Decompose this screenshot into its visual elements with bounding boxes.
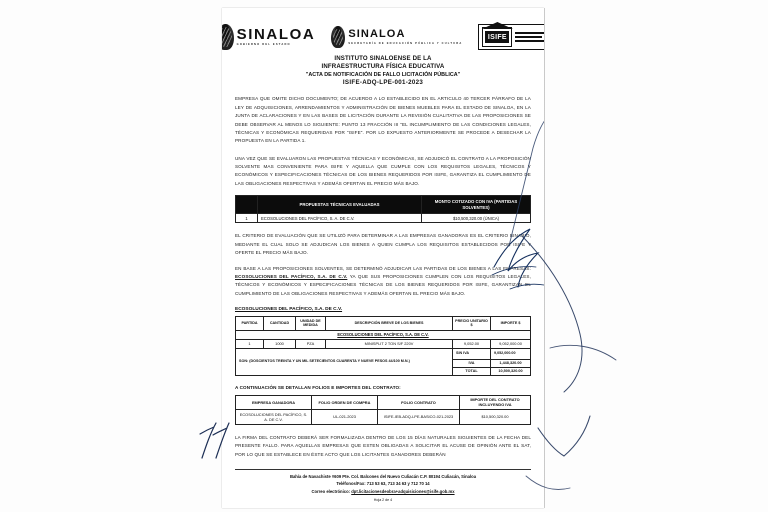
cell-amount: $10,500,320.00 (ÚNICA)	[422, 214, 531, 223]
totals-row	[236, 348, 531, 359]
total-label: TOTAL	[453, 367, 491, 375]
tender-reference: ISIFE-ADQ-LPE-001-2023	[342, 79, 424, 87]
institute-line-1: INSTITUTO SINALOENSE DE LA	[334, 55, 432, 62]
footer-address: Bahía de Navachiste #609 Pte. Col. Balcones del Nuevo Culiacán C.P. 80194 Culiacán, Sinaloa	[289, 474, 477, 480]
logo-wordmark: SINALOA	[348, 27, 406, 40]
state-crest-icon	[222, 24, 234, 50]
table-header-row	[236, 395, 531, 410]
total-label: SIN IVA	[453, 348, 491, 359]
col-cantidad: CANTIDAD	[264, 316, 296, 330]
col-importe: IMPORTE $	[491, 316, 531, 330]
institute-line-2: INFRAESTRUCTURA FÍSICA EDUCATIVA	[321, 63, 445, 71]
sinaloa-sepyc-logo	[331, 26, 462, 48]
cell-cantidad: 1000	[264, 339, 296, 348]
logo-bar	[235, 8, 531, 52]
cell-importe-contrato: $10,500,320.00	[460, 410, 531, 425]
table-evaluated-proposals	[235, 195, 531, 223]
col-folio-contrato: FOLIO CONTRATO	[378, 395, 460, 410]
footer-phones: Teléfonos/Fax: 713 53 63, 713 34 63 y 712 70 14	[336, 481, 430, 487]
isife-house-icon	[482, 27, 512, 47]
table-awarded-items	[235, 316, 531, 376]
footer-email: dpt.licitacionesdeobra+adquisiciones@isife.gob.mx	[351, 488, 455, 494]
paragraph-adjudication-pre: EN BASE A LAS PROPOSICIONES SOLVENTES, SE DETERMINÓ ADJUDICAR LAS PARTIDAS DE LOS BIENES A LAS EMPRESAS:	[235, 265, 531, 271]
cell-partida: 1	[236, 339, 264, 348]
paragraph-adjudication	[235, 265, 531, 298]
col-descripcion: DESCRIPCIÓN BREVE DE LOS BIENES	[326, 316, 453, 330]
table-caption-row	[236, 330, 531, 339]
paragraph-binary-criteria: EL CRITERIO DE EVALUACIÓN QUE SE UTILIZÓ PARA DETERMINAR A LAS EMPRESAS GANADORAS ES EL CRITERIO BINARIO, MEDIANTE EL CUAL SOLO SE ADJUDICAN LOS BIENES A QUIEN CUMPLA LOS REQUISITOS ESTABLECIDOS POR ISIFE Y OFERTE EL PRECIO MÁS BAJO.	[235, 233, 531, 256]
isife-logo	[478, 24, 544, 50]
col-importe-contrato: IMPORTE DEL CONTRATO INCLUYENDO IVA	[460, 395, 531, 410]
paragraph-discard-notice: EMPRESA QUE OMITE DICHO DOCUMENTO; DE ACUERDO A LO ESTABLECIDO EN EL ARTICULO 40 TERCER PÁRRAFO DE LA LEY DE ADQUISICIONES, ARRENDAMIENTOS Y ADMINISTRACIÓN DE BIENES MUEBLES PARA EL ESTADO DE SINALOA, EN LA JUNTA DE ACLARACIONES Y EN LAS BASES DE LICITACIÓN DURANTE LA REVISIÓN CUALITATIVA DE LAS PROPOSICIONES SE DEBE OBSERVAR AL MENOS LO SIGUIENTE: PUNTO 13 FRACCIÓN III "EL INCUMPLIMIENTO DE LAS CONDICIONES LEGALES, TÉCNICAS Y ECONÓMICAS REQUERIDAS POR "ISIFE". POR LO EXPUESTO ANTERIORMENTE SE PROCEDE A DESECHAR LA PROPUESTA EN LA PARTIDA 1.	[235, 96, 531, 144]
logo-subtitle: GOBIERNO DEL ESTADO	[236, 43, 291, 47]
cell-unidad: PZA	[296, 339, 326, 348]
col-empresa-ganadora: EMPRESA GANADORA	[236, 395, 312, 410]
col-proposals: PROPUESTAS TÉCNICAS EVALUADAS	[258, 196, 422, 214]
items-table-caption: ECOSOLUCIONES DEL PACÍFICO, S.A. DE C.V.	[236, 330, 531, 339]
document-title-block	[235, 55, 531, 86]
company-subheading: ECOSOLUCIONES DEL PACÍFICO, S.A. DE C.V.	[235, 306, 343, 312]
col-amount: MONTO COTIZADO CON IVA (PARTIDAS SOLVENTES)	[422, 196, 531, 214]
cell-index: 1	[236, 214, 258, 223]
sinaloa-gobierno-logo	[222, 24, 315, 50]
cell-importe: 9,052,000.00	[491, 339, 531, 348]
contracts-lead-text: A CONTINUACIÓN SE DETALLAN FOLIOS E IMPORTES DEL CONTRATO:	[235, 384, 401, 390]
logo-subtitle: SECRETARÍA DE EDUCACIÓN PÚBLICA Y CULTURA	[348, 41, 463, 45]
cell-folio-contrato: ISIFE-IEB-ADQ-LPE-BASICO-021-2023	[378, 410, 460, 425]
table-row	[236, 410, 531, 425]
document-subtitle: "ACTA DE NOTIFICACIÓN DE FALLO LICITACIÓN PÚBLICA"	[305, 72, 461, 79]
footer-email-line	[235, 488, 531, 495]
footer-page-number: Hoja 2 de 4	[373, 498, 393, 503]
table-contract-folios	[235, 395, 531, 426]
paragraph-adjudication-company: ECOSOLUCIONES DEL PACÍFICO, S.A. DE C.V.	[235, 273, 348, 279]
table-row	[236, 214, 531, 223]
cell-company: ECOSOLUCIONES DEL PACÍFICO, S. A. DE C.V.	[258, 214, 422, 223]
isife-wordmark: ISIFE	[485, 31, 509, 43]
total-label: IVA	[453, 359, 491, 367]
cell-empresa-ganadora: ECOSOLUCIONES DEL PACÍFICO, S. A. DE C.V.	[236, 410, 312, 425]
sepyc-crest-icon	[331, 26, 345, 48]
paragraph-award-criteria: UNA VEZ QUE SE EVALUARON LAS PROPUESTAS TÉCNICAS Y ECONÓMICAS, SE ADJUDICÓ EL CONTRATO A LA PROPOSICIÓN SOLVENTE MAS CONVENIENTE PARA ISIFE Y AQUELLA QUE CUMPLE CON LOS REQUISITOS LEGALES, TÉCNICOS Y ECONÓMICOS Y ESPECIFICACIONES TÉCNICAS DE LOS BIENES REQUERIDOS POR ISIFE, GARANTIZA EL CUMPLIMIENTO DE LAS OBLIGACIONES RESPECTIVAS Y ADEMÁS OFERTAN EL PRECIO MÁS BAJO.	[235, 155, 531, 186]
paragraph-adjudication-post: YA QUE SUS PROPOSICIONES CUMPLEN CON LOS REQUISITOS LEGALES, TÉCNICOS Y ECONÓMICOS Y ESPECIFICACIONES TÉCNICAS DE LOS BIENES REQUERIDOS POR ISIFE, GARANTIZAN EL CUMPLIMIENTO DE LAS OBLIGACIONES RESPECTIVAS Y ADEMÁS OFERTAN EL PRECIO MÁS BAJO.	[235, 273, 531, 296]
document-footer	[235, 473, 531, 503]
col-folio-orden: FOLIO ORDEN DE COMPRA	[312, 395, 378, 410]
footer-divider	[235, 469, 531, 470]
cell-precio-unitario: 9,052.00	[453, 339, 491, 348]
total-value: 9,052,000.00	[491, 348, 531, 359]
table-header-row	[236, 196, 531, 214]
col-unidad: UNIDAD DE MEDIDA	[296, 316, 326, 330]
col-precio-unitario: PRECIO UNITARIO $	[453, 316, 491, 330]
footer-email-label: Correo electrónico:	[311, 488, 352, 494]
col-partida: PARTIDA	[236, 316, 264, 330]
logo-wordmark: SINALOA	[236, 26, 316, 44]
table-row	[236, 339, 531, 348]
table-header-row	[236, 316, 531, 330]
cell-descripcion: MINISPLIT 2 TON S/F 220V	[326, 339, 453, 348]
isife-subtitle-lines-icon	[515, 32, 544, 43]
paragraph-contract-signing: LA FIRMA DEL CONTRATO DEBERÁ SER FORMALIZADA DENTRO DE LOS 15 DÍAS NATURALES SIGUIENTES DE LA FECHA DEL PRESENTE FALLO. PARA AQUELLAS EMPRESAS QUE ESTEN OBLIGADAS A SOLICITAR EL ACUSE DE OPINIÓN ANTE EL SAT, POR LO QUE SE ESTABLECE EN ÉSTE ACTO QUE LOS LICITANTES GANADORES DEBERÁN	[235, 435, 531, 457]
col-index	[236, 196, 258, 214]
total-value: 10,500,320.00	[491, 367, 531, 375]
cell-folio-orden: UL-021-2023	[312, 410, 378, 425]
total-value: 1,448,320.00	[491, 359, 531, 367]
amount-in-words: SON: (DOSCIENTOS TREINTA Y UN MIL SETECIENTOS CUARENTA Y NUEVE PESOS 44/100 M.N.)	[236, 348, 453, 375]
document-sheet	[222, 8, 544, 508]
